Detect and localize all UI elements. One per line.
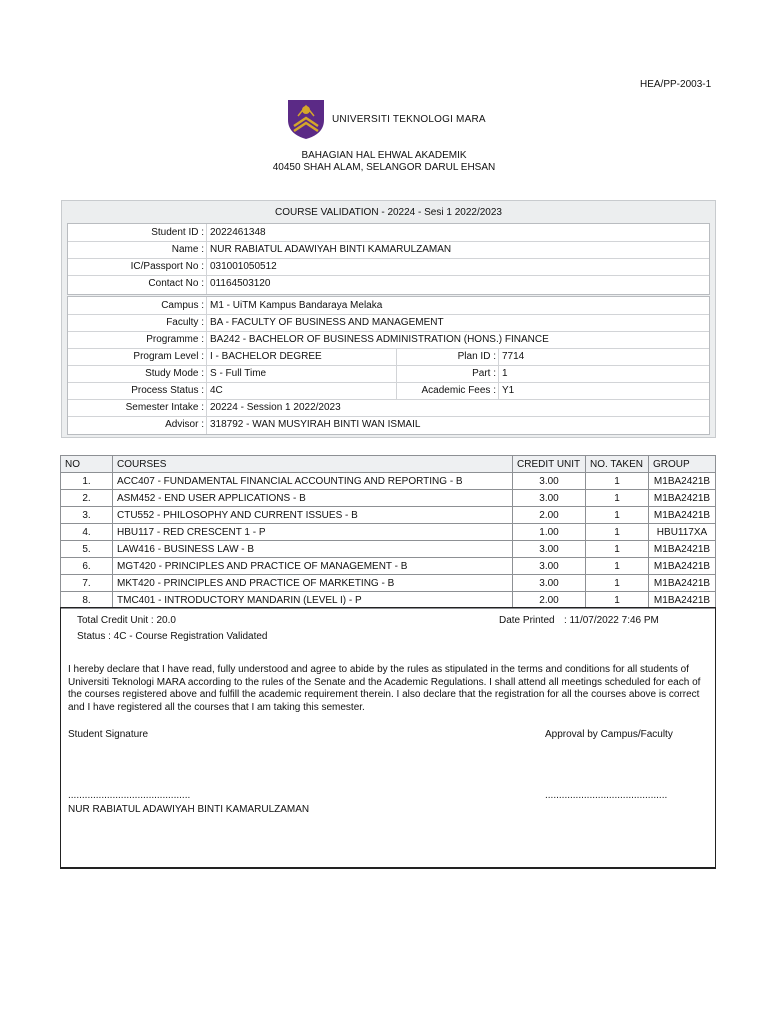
student-signature-line: ............................................ (68, 790, 191, 801)
table-row (61, 490, 716, 507)
col-no-taken: NO. TAKEN (586, 456, 649, 473)
study-mode-row (68, 366, 709, 382)
total-credit-unit: Total Credit Unit : 20.0 (77, 615, 176, 626)
row-taken: 1 (586, 558, 649, 575)
ic-label: IC/Passport No : (130, 261, 204, 272)
approval-label: Approval by Campus/Faculty (545, 729, 673, 740)
student-signature-label: Student Signature (68, 729, 149, 740)
row-no: 2. (61, 490, 113, 507)
row-course: MKT420 - PRINCIPLES AND PRACTICE OF MARKETING - B (113, 575, 513, 592)
row-course: HBU117 - RED CRESCENT 1 - P (113, 524, 513, 541)
student-id-label: Student ID : (151, 227, 204, 238)
courses-header-row (61, 456, 716, 473)
col-group: GROUP (649, 456, 716, 473)
row-credit: 3.00 (513, 575, 586, 592)
row-credit: 1.00 (513, 524, 586, 541)
table-row (61, 575, 716, 592)
panel-title: COURSE VALIDATION - 20224 - Sesi 1 2022/2023 (275, 207, 502, 218)
campus-label: Campus : (161, 300, 204, 311)
programme-row (68, 332, 709, 348)
row-taken: 1 (586, 592, 649, 609)
row-no: 6. (61, 558, 113, 575)
semester-intake-row (68, 400, 709, 416)
program-level-row (68, 349, 709, 365)
row-group: M1BA2421B (649, 473, 716, 490)
row-taken: 1 (586, 524, 649, 541)
plan-id-value: 7714 (502, 351, 525, 362)
part-label: Part : (472, 368, 496, 379)
row-course: CTU552 - PHILOSOPHY AND CURRENT ISSUES - B (113, 507, 513, 524)
faculty-row (68, 315, 709, 331)
row-taken: 1 (586, 541, 649, 558)
table-row (61, 592, 716, 609)
plan-id-label: Plan ID : (457, 351, 496, 362)
row-taken: 1 (586, 490, 649, 507)
academic-fees-label: Academic Fees : (421, 385, 496, 396)
signer-name: NUR RABIATUL ADAWIYAH BINTI KAMARULZAMAN (68, 804, 310, 815)
process-status-label: Process Status : (131, 385, 204, 396)
row-taken: 1 (586, 575, 649, 592)
row-course: TMC401 - INTRODUCTORY MANDARIN (LEVEL I) - P (113, 592, 513, 609)
row-group: M1BA2421B (649, 558, 716, 575)
col-credit-unit: CREDIT UNIT (513, 456, 586, 473)
name-value: NUR RABIATUL ADAWIYAH BINTI KAMARULZAMAN (210, 244, 452, 255)
name-label: Name : (171, 244, 204, 255)
declaration-section (60, 607, 716, 869)
part-value: 1 (502, 368, 508, 379)
row-credit: 3.00 (513, 558, 586, 575)
row-no: 4. (61, 524, 113, 541)
row-group: M1BA2421B (649, 575, 716, 592)
row-credit: 2.00 (513, 507, 586, 524)
table-row (61, 507, 716, 524)
contact-label: Contact No : (148, 278, 204, 289)
contact-row (68, 276, 709, 292)
campus-row (68, 298, 709, 314)
col-courses: COURSES (113, 456, 513, 473)
program-info-box (67, 296, 710, 435)
approval-signature-line: ............................................ (545, 790, 668, 801)
table-row (61, 541, 716, 558)
date-printed-label: Date Printed (499, 615, 555, 626)
process-status-value: 4C (210, 385, 223, 396)
row-course: MGT420 - PRINCIPLES AND PRACTICE OF MANAGEMENT - B (113, 558, 513, 575)
table-row (61, 473, 716, 490)
study-mode-value: S - Full Time (210, 368, 267, 379)
ic-row (68, 259, 709, 275)
study-mode-label: Study Mode : (145, 368, 204, 379)
row-no: 1. (61, 473, 113, 490)
advisor-row (68, 417, 709, 433)
program-level-value: I - BACHELOR DEGREE (210, 351, 322, 362)
table-row (61, 524, 716, 541)
col-no: NO (61, 456, 113, 473)
row-no: 8. (61, 592, 113, 609)
row-no: 3. (61, 507, 113, 524)
course-validation-panel (61, 200, 716, 438)
row-group: M1BA2421B (649, 490, 716, 507)
row-group: HBU117XA (649, 524, 716, 541)
faculty-value: BA - FACULTY OF BUSINESS AND MANAGEMENT (210, 317, 444, 328)
row-credit: 3.00 (513, 490, 586, 507)
advisor-value: 318792 - WAN MUSYIRAH BINTI WAN ISMAIL (210, 419, 421, 430)
process-status-row (68, 383, 709, 399)
row-course: ACC407 - FUNDAMENTAL FINANCIAL ACCOUNTING AND REPORTING - B (113, 473, 513, 490)
name-row (68, 242, 709, 258)
contact-value: 01164503120 (210, 278, 271, 289)
programme-label: Programme : (146, 334, 204, 345)
programme-value: BA242 - BACHELOR OF BUSINESS ADMINISTRATION (HONS.) FINANCE (210, 334, 549, 345)
student-id-row (68, 225, 709, 241)
department-name: BAHAGIAN HAL EHWAL AKADEMIK (301, 150, 467, 161)
student-id-value: 2022461348 (210, 227, 266, 238)
row-no: 5. (61, 541, 113, 558)
row-taken: 1 (586, 473, 649, 490)
advisor-label: Advisor : (165, 419, 204, 430)
department-header (0, 150, 768, 174)
row-group: M1BA2421B (649, 541, 716, 558)
faculty-label: Faculty : (166, 317, 204, 328)
row-group: M1BA2421B (649, 507, 716, 524)
campus-value: M1 - UiTM Kampus Bandaraya Melaka (210, 300, 383, 311)
registration-status: Status : 4C - Course Registration Validated (77, 631, 268, 642)
row-course: LAW416 - BUSINESS LAW - B (113, 541, 513, 558)
table-row (61, 558, 716, 575)
doc-code: HEA/PP-2003-1 (640, 79, 712, 90)
program-level-label: Program Level : (133, 351, 204, 362)
semester-intake-label: Semester Intake : (125, 402, 204, 413)
uitm-logo-icon (286, 98, 326, 140)
row-no: 7. (61, 575, 113, 592)
date-printed-value: : 11/07/2022 7:46 PM (564, 615, 659, 626)
row-credit: 2.00 (513, 592, 586, 609)
declaration-text: I hereby declare that I have read, fully understood and agree to abide by the rules as stipulated in the terms and conditions for all students of Universiti Teknologi MARA according to the rules of the Senate and the Academic Regulations. I shall attend all meetings scheduled for each of the courses registered above and fulfill the academic requirement therein. I also declare that the registration for all the courses above is correct and I have registered all the courses that I am taking this semester. (68, 664, 701, 713)
row-credit: 3.00 (513, 473, 586, 490)
row-credit: 3.00 (513, 541, 586, 558)
academic-fees-value: Y1 (502, 385, 515, 396)
ic-value: 031001050512 (210, 261, 277, 272)
row-group: M1BA2421B (649, 592, 716, 609)
student-info-box (67, 223, 710, 295)
semester-intake-value: 20224 - Session 1 2022/2023 (210, 402, 341, 413)
university-name: UNIVERSITI TEKNOLOGI MARA (332, 114, 486, 125)
department-address: 40450 SHAH ALAM, SELANGOR DARUL EHSAN (272, 162, 496, 173)
courses-table (60, 455, 716, 609)
row-taken: 1 (586, 507, 649, 524)
row-course: ASM452 - END USER APPLICATIONS - B (113, 490, 513, 507)
